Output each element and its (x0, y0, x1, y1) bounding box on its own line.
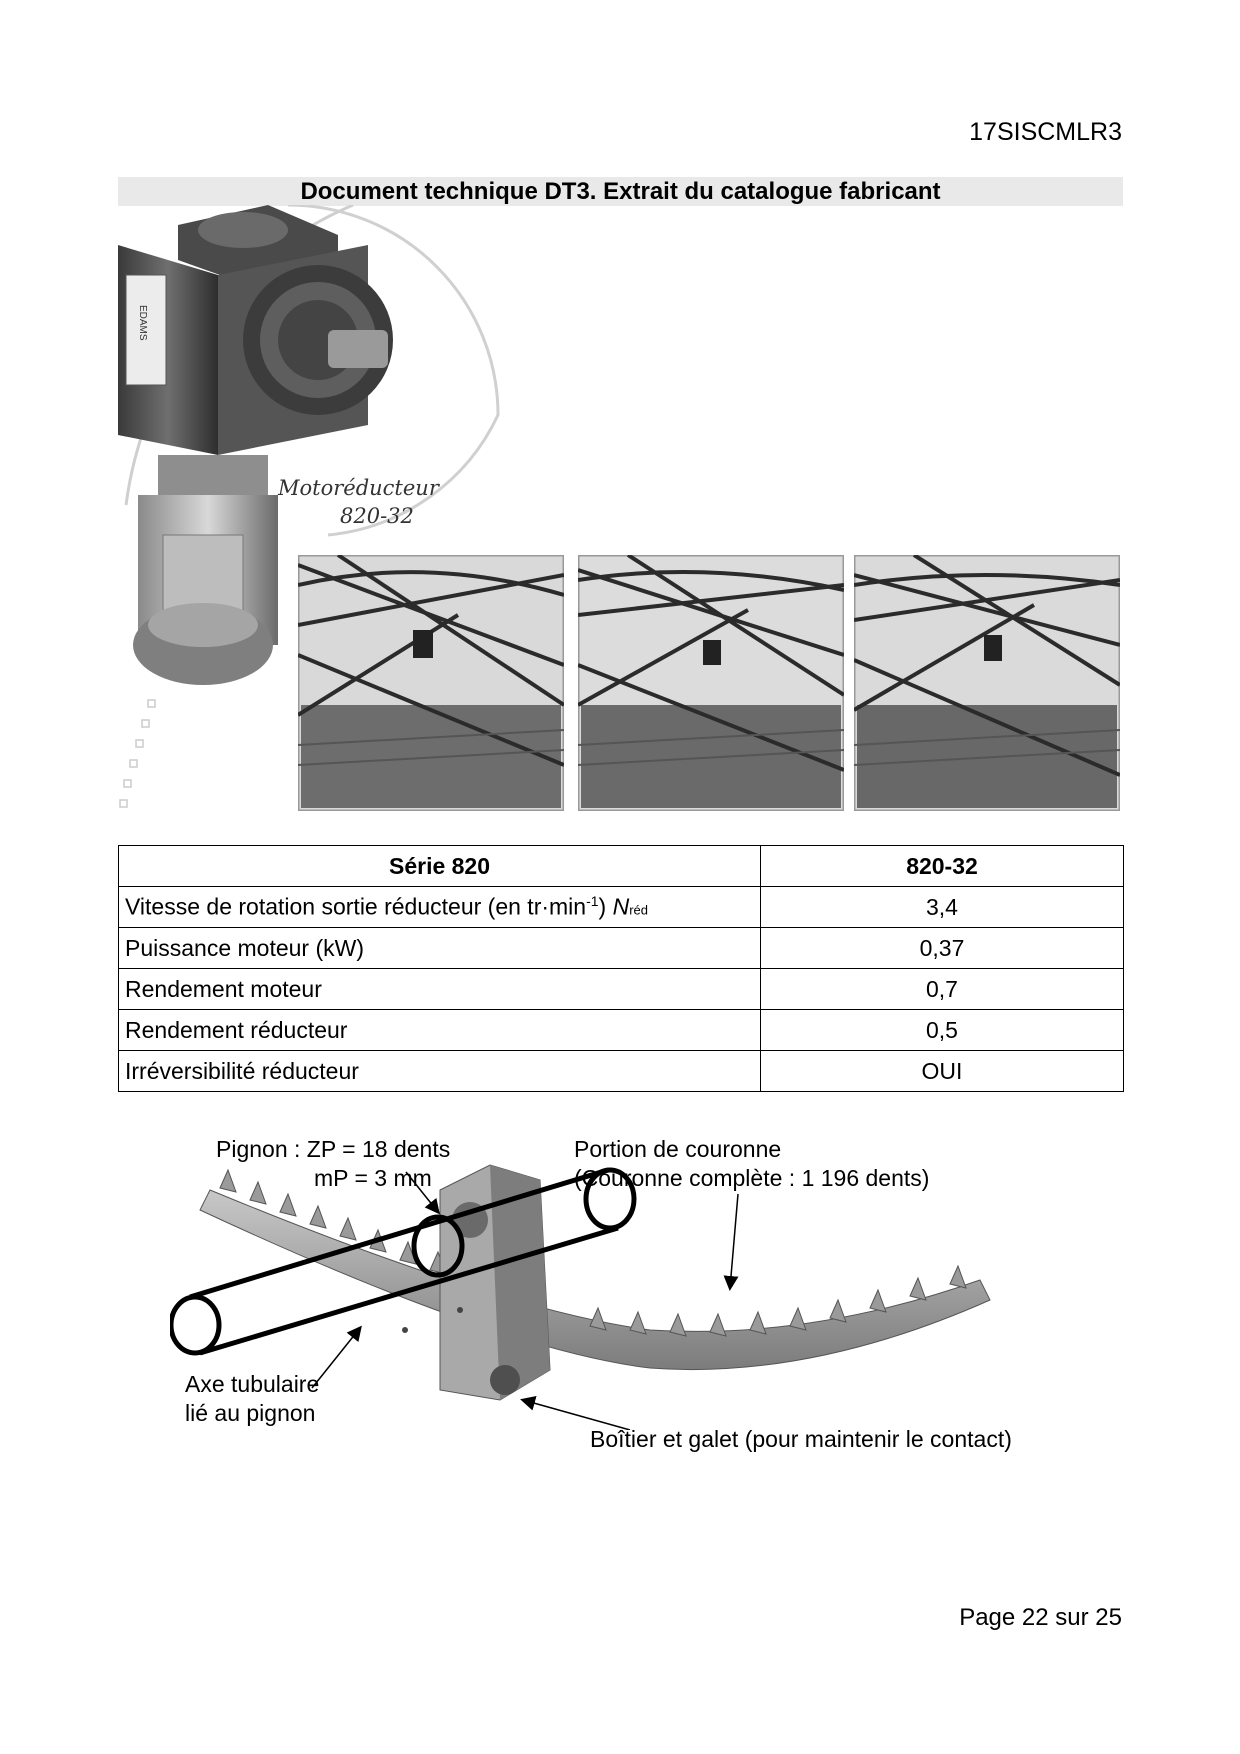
document-title: Document technique DT3. Extrait du catalogue fabricant (300, 178, 941, 205)
page-number: Page 22 sur 25 (959, 1604, 1122, 1631)
table-row (119, 887, 1124, 928)
crown-label-line2: (Couronne complète : 1 196 dents) (574, 1165, 930, 1191)
hero-caption-line2: 820-32 (340, 504, 414, 528)
dotted-edge (120, 700, 155, 807)
axis-label-line2: lié au pignon (185, 1400, 316, 1426)
table-row (119, 969, 1124, 1010)
specs-table (118, 845, 1124, 1092)
label-variable: N (612, 893, 630, 920)
axis-label-line1: Axe tubulaire (185, 1371, 320, 1397)
header-series: Série 820 (119, 846, 761, 887)
row-label: Rendement réducteur (119, 1010, 761, 1051)
row-label: Rendement moteur (119, 969, 761, 1010)
label-superscript: -1 (586, 893, 599, 910)
brand-label: EDAMS (137, 305, 148, 341)
document-code: 17SISCMLR3 (969, 118, 1122, 146)
pinion-label-line2: mP = 3 mm (314, 1165, 432, 1191)
table-row (119, 1051, 1124, 1092)
row-label: Irréversibilité réducteur (119, 1051, 761, 1092)
header-model: 820-32 (761, 846, 1124, 887)
housing-label: Boîtier et galet (pour maintenir le contact) (590, 1426, 1012, 1452)
label-main: Vitesse de rotation sortie réducteur (en tr·min (125, 893, 587, 920)
row-value: OUI (761, 1051, 1124, 1092)
label-subscript: réd (629, 902, 649, 918)
title-bar (118, 177, 1123, 206)
crown-label-line1: Portion de couronne (574, 1136, 782, 1162)
label-tail: ) (598, 893, 613, 920)
row-value: 0,37 (761, 928, 1124, 969)
row-value: 3,4 (761, 887, 1124, 928)
table-row (119, 1010, 1124, 1051)
row-value: 0,7 (761, 969, 1124, 1010)
row-label: Puissance moteur (kW) (119, 928, 761, 969)
hero-caption-line1: Motoréducteur (278, 476, 439, 500)
row-label (119, 887, 761, 928)
greenhouse-photo-2 (578, 555, 844, 811)
pinion-label-line1: Pignon : ZP = 18 dents (216, 1136, 451, 1162)
greenhouse-photo-1 (298, 555, 564, 811)
table-header-row (119, 846, 1124, 887)
greenhouse-photo-3 (854, 555, 1120, 811)
row-value: 0,5 (761, 1010, 1124, 1051)
table-row (119, 928, 1124, 969)
